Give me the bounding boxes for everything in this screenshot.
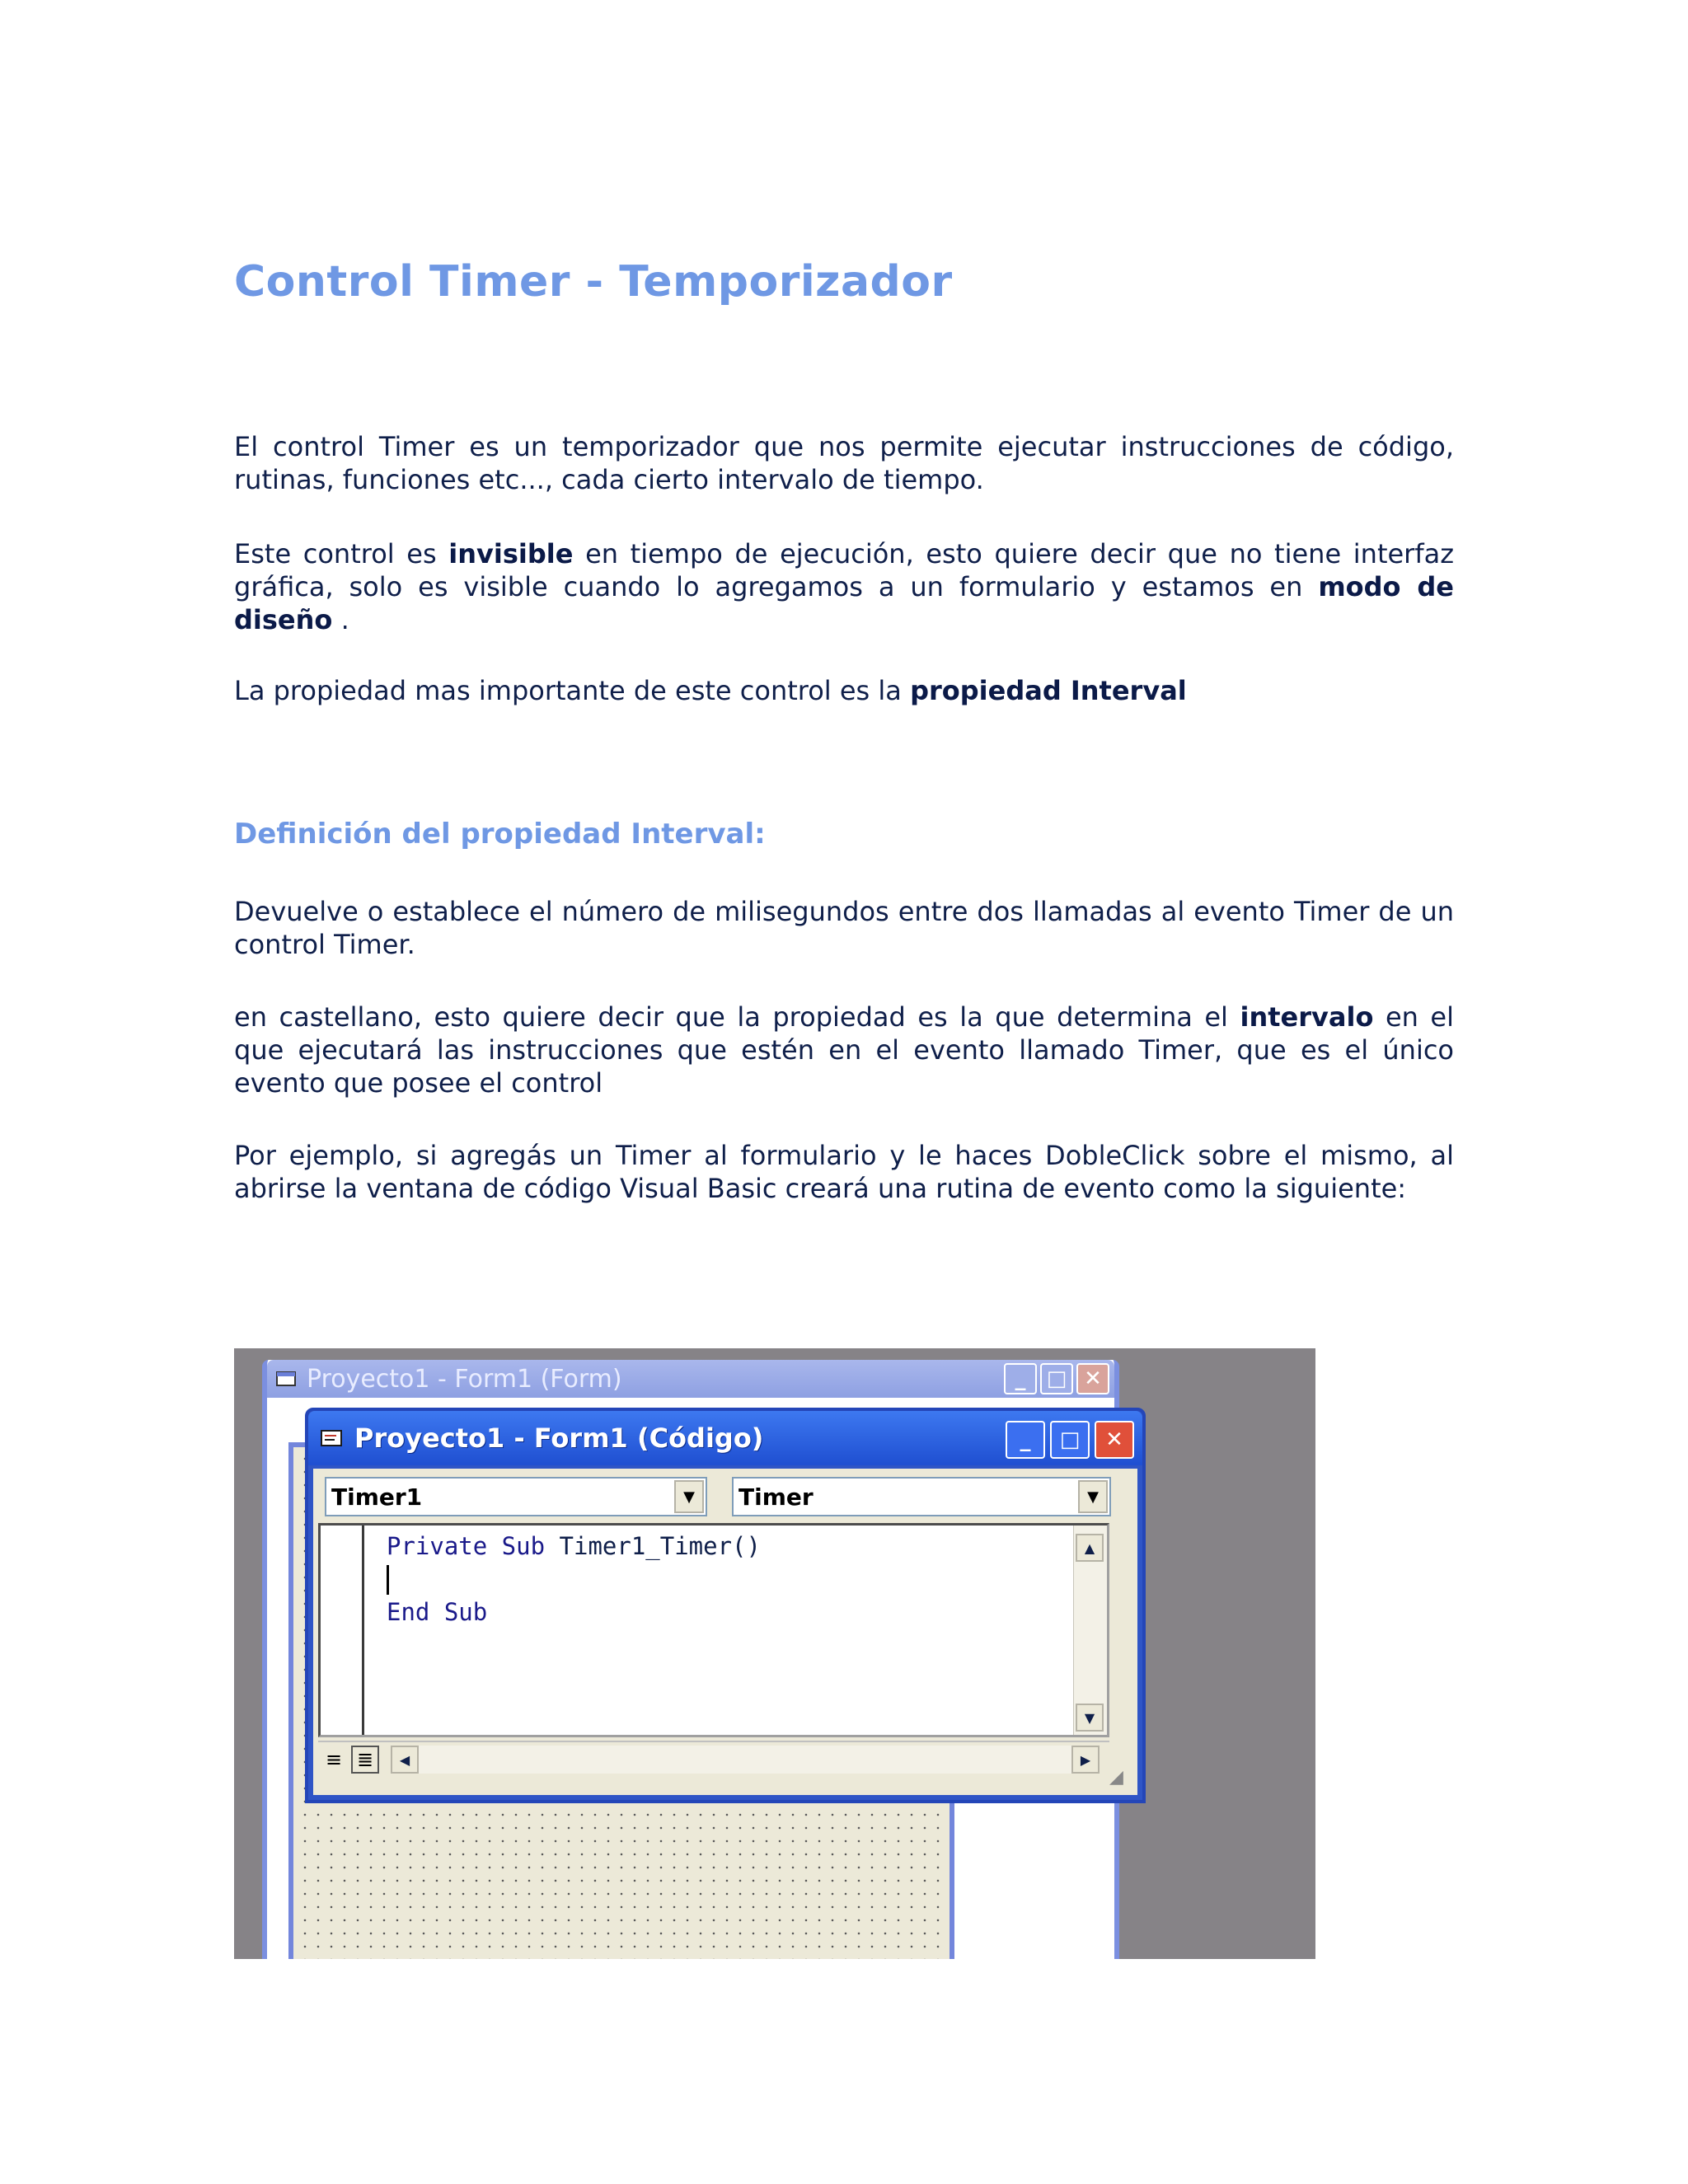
resize-grip-icon[interactable]: ◢ bbox=[1109, 1767, 1123, 1788]
maximize-button[interactable]: □ bbox=[1040, 1363, 1073, 1394]
keyword-private-sub: Private Sub bbox=[387, 1532, 546, 1560]
minimize-button[interactable]: _ bbox=[1006, 1421, 1045, 1459]
bold-interval-property: propiedad Interval bbox=[910, 675, 1187, 706]
procedure-combo[interactable] bbox=[732, 1477, 1111, 1516]
paragraph-interval-property bbox=[234, 674, 1454, 707]
code-window bbox=[305, 1408, 1146, 1803]
text-segment: en castellano, esto quiere decir que la propiedad es la que determina el bbox=[234, 1001, 1240, 1033]
form-window-titlebar bbox=[267, 1360, 1114, 1398]
maximize-button[interactable]: □ bbox=[1050, 1421, 1090, 1459]
chevron-down-icon[interactable]: ▼ bbox=[1078, 1480, 1108, 1513]
bold-intervalo: intervalo bbox=[1240, 1001, 1374, 1033]
procedure-view-icon[interactable]: ≡ bbox=[325, 1748, 343, 1771]
paragraph-example: Por ejemplo, si agregás un Timer al formulario y le haces DobleClick sobre el mismo, al abrirse la ventana de código Visual Basic creará una rutina de evento como la siguiente: bbox=[234, 1140, 1454, 1204]
code-window-title: Proyecto1 - Form1 (Código) bbox=[354, 1422, 764, 1454]
subheading-interval-definition: Definición del propiedad Interval: bbox=[234, 818, 766, 851]
scroll-left-icon[interactable]: ◀ bbox=[391, 1746, 419, 1774]
bold-invisible: invisible bbox=[448, 538, 574, 569]
paragraph-invisible bbox=[234, 537, 1454, 636]
scroll-right-icon[interactable]: ▶ bbox=[1071, 1746, 1100, 1774]
bold-design-mode: modo de diseño bbox=[234, 571, 1455, 635]
procedure-name: Timer1_Timer() bbox=[545, 1532, 761, 1560]
form-window-controls bbox=[1004, 1363, 1109, 1394]
form-icon bbox=[275, 1369, 297, 1389]
text-caret bbox=[387, 1565, 389, 1595]
editor-bottom-bar bbox=[318, 1741, 1109, 1777]
code-line-3 bbox=[387, 1598, 487, 1626]
code-editor[interactable] bbox=[318, 1523, 1109, 1737]
object-combo[interactable] bbox=[325, 1477, 707, 1516]
text-segment: La propiedad mas importante de este control es la bbox=[234, 675, 911, 706]
close-button[interactable]: ✕ bbox=[1076, 1363, 1109, 1394]
code-window-controls bbox=[1006, 1421, 1134, 1459]
paragraph-definition: Devuelve o establece el número de milisegundos entre dos llamadas al evento Timer de un control Timer. bbox=[234, 896, 1454, 960]
full-module-view-icon[interactable]: ≣ bbox=[351, 1746, 379, 1774]
object-combo-value: Timer1 bbox=[331, 1483, 423, 1511]
code-window-icon bbox=[320, 1427, 345, 1449]
text-segment: en el que ejecutará las instrucciones que estén en el evento llamado Timer, que es el único evento que posee el control bbox=[234, 1001, 1455, 1099]
editor-gutter bbox=[321, 1526, 364, 1735]
form-window-title: Proyecto1 - Form1 (Form) bbox=[307, 1364, 622, 1394]
close-button[interactable]: ✕ bbox=[1095, 1421, 1134, 1459]
page-title: Control Timer - Temporizador bbox=[234, 257, 953, 307]
text-segment: Este control es bbox=[234, 538, 449, 569]
keyword-end-sub: End Sub bbox=[387, 1598, 488, 1626]
vb-ide-screenshot bbox=[234, 1348, 1315, 1959]
horizontal-scrollbar[interactable] bbox=[391, 1746, 1100, 1774]
minimize-button[interactable]: _ bbox=[1004, 1363, 1037, 1394]
text-segment: . bbox=[332, 604, 349, 635]
scroll-down-icon[interactable]: ▼ bbox=[1076, 1704, 1104, 1732]
code-line-1 bbox=[387, 1532, 761, 1560]
code-window-body bbox=[313, 1469, 1137, 1795]
chevron-down-icon[interactable]: ▼ bbox=[674, 1480, 704, 1513]
paragraph-castellano bbox=[234, 1001, 1454, 1099]
text-segment: en tiempo de ejecución, esto quiere decir que no tiene interfaz gráfica, solo es visible cuando lo agregamos a un formulario y estamos en bbox=[234, 538, 1455, 602]
paragraph-intro: El control Timer es un temporizador que nos permite ejecutar instrucciones de código, rutinas, funciones etc..., cada cierto intervalo de tiempo. bbox=[234, 431, 1454, 495]
vertical-scrollbar[interactable] bbox=[1073, 1526, 1107, 1735]
scroll-up-icon[interactable]: ▲ bbox=[1076, 1534, 1104, 1562]
procedure-combo-value: Timer bbox=[738, 1483, 814, 1511]
